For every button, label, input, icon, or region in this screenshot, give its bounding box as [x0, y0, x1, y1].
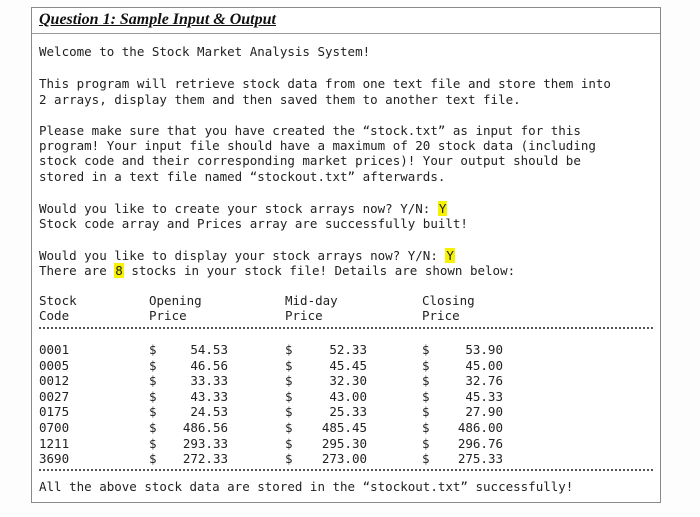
stock-count-line	[39, 263, 515, 279]
currency-symbol: $	[422, 357, 430, 373]
intro-line-1: This program will retrieve stock data from one text file and store them into	[39, 76, 611, 91]
title-divider	[32, 33, 660, 34]
open-price-cell: 46.56	[190, 357, 228, 373]
close-price-cell: 296.76	[457, 435, 503, 451]
header-close-1: Closing	[422, 293, 475, 308]
instruction-line-1: Please make sure that you have created the “stock.txt” as input for this	[39, 123, 581, 138]
header-close-2: Price	[422, 308, 460, 323]
display-prompt-line	[39, 248, 455, 264]
currency-symbol: $	[149, 357, 157, 373]
mid-price-cell: 25.33	[329, 404, 367, 420]
currency-symbol: $	[149, 388, 157, 404]
currency-symbol: $	[285, 451, 293, 467]
stock-code-cell: 0027	[39, 388, 70, 404]
header-mid-2: Price	[285, 308, 323, 323]
stock-code-cell: 0005	[39, 357, 70, 373]
currency-symbol: $	[149, 404, 157, 420]
currency-symbol: $	[149, 451, 157, 467]
open-price-cell: 43.33	[190, 388, 228, 404]
mid-price-cell: 485.45	[321, 420, 367, 435]
create-result-line: Stock code array and Prices array are successfully built!	[39, 216, 468, 231]
currency-symbol: $	[149, 435, 157, 451]
currency-symbol: $	[285, 373, 293, 389]
currency-symbol: $	[149, 373, 157, 389]
table-top-separator	[39, 327, 653, 329]
stock-code-cell: 0175	[39, 404, 70, 420]
currency-symbol: $	[149, 342, 157, 357]
mid-price-cell: 32.30	[329, 373, 367, 389]
question-title: Question 1: Sample Input & Output	[39, 11, 276, 28]
header-open-1: Opening	[149, 293, 202, 308]
currency-symbol: $	[285, 388, 293, 404]
currency-symbol: $	[285, 342, 293, 357]
close-price-cell: 53.90	[465, 342, 503, 357]
currency-symbol: $	[422, 420, 430, 435]
currency-symbol: $	[422, 388, 430, 404]
close-price-cell: 275.33	[457, 451, 503, 467]
mid-price-cell: 52.33	[329, 342, 367, 357]
table-bottom-separator	[39, 469, 653, 471]
currency-symbol: $	[422, 373, 430, 389]
document-frame	[31, 7, 661, 503]
header-mid-1: Mid-day	[285, 293, 338, 308]
header-open-2: Price	[149, 308, 187, 323]
currency-symbol: $	[422, 451, 430, 467]
stock-code-cell: 1211	[39, 435, 70, 451]
currency-symbol: $	[285, 404, 293, 420]
currency-symbol: $	[149, 420, 157, 435]
stock-code-cell: 3690	[39, 451, 70, 467]
open-price-cell: 486.56	[182, 420, 228, 435]
stock-code-cell: 0700	[39, 420, 70, 435]
header-code-1: Stock	[39, 293, 77, 308]
open-price-cell: 293.33	[182, 435, 228, 451]
intro-line-2: 2 arrays, display them and then saved them to another text file.	[39, 92, 521, 107]
open-price-cell: 33.33	[190, 373, 228, 389]
display-prompt: Would you like to display your stock arrays now? Y/N:	[39, 248, 446, 263]
currency-symbol: $	[422, 342, 430, 357]
mid-price-cell: 43.00	[329, 388, 367, 404]
currency-symbol: $	[285, 420, 293, 435]
instruction-line-3: stock code and their corresponding market prices)! Your output should be	[39, 153, 581, 168]
create-prompt-line	[39, 201, 447, 217]
display-answer: Y	[446, 248, 454, 263]
currency-symbol: $	[422, 435, 430, 451]
instruction-line-2: program! Your input file should have a maximum of 20 stock data (including	[39, 138, 596, 153]
close-price-cell: 45.00	[465, 357, 503, 373]
header-code-2: Code	[39, 308, 70, 323]
open-price-cell: 24.53	[190, 404, 228, 420]
stock-count: 8	[115, 263, 123, 278]
welcome-line: Welcome to the Stock Market Analysis System!	[39, 44, 371, 59]
currency-symbol: $	[422, 404, 430, 420]
close-price-cell: 486.00	[457, 420, 503, 435]
count-prefix: There are	[39, 263, 115, 278]
open-price-cell: 54.53	[190, 342, 228, 357]
close-price-cell: 45.33	[465, 388, 503, 404]
mid-price-cell: 295.30	[321, 435, 367, 451]
open-price-cell: 272.33	[182, 451, 228, 467]
mid-price-cell: 45.45	[329, 357, 367, 373]
stock-code-cell: 0001	[39, 342, 70, 357]
final-message: All the above stock data are stored in the “stockout.txt” successfully!	[39, 479, 574, 494]
create-prompt: Would you like to create your stock arrays now? Y/N:	[39, 201, 438, 216]
mid-price-cell: 273.00	[321, 451, 367, 467]
close-price-cell: 32.76	[465, 373, 503, 389]
create-answer: Y	[438, 201, 447, 216]
instruction-line-4: stored in a text file named “stockout.txt” afterwards.	[39, 169, 446, 184]
currency-symbol: $	[285, 357, 293, 373]
currency-symbol: $	[285, 435, 293, 451]
count-suffix: stocks in your stock file! Details are shown below:	[123, 263, 516, 278]
close-price-cell: 27.90	[465, 404, 503, 420]
stock-code-cell: 0012	[39, 373, 70, 389]
